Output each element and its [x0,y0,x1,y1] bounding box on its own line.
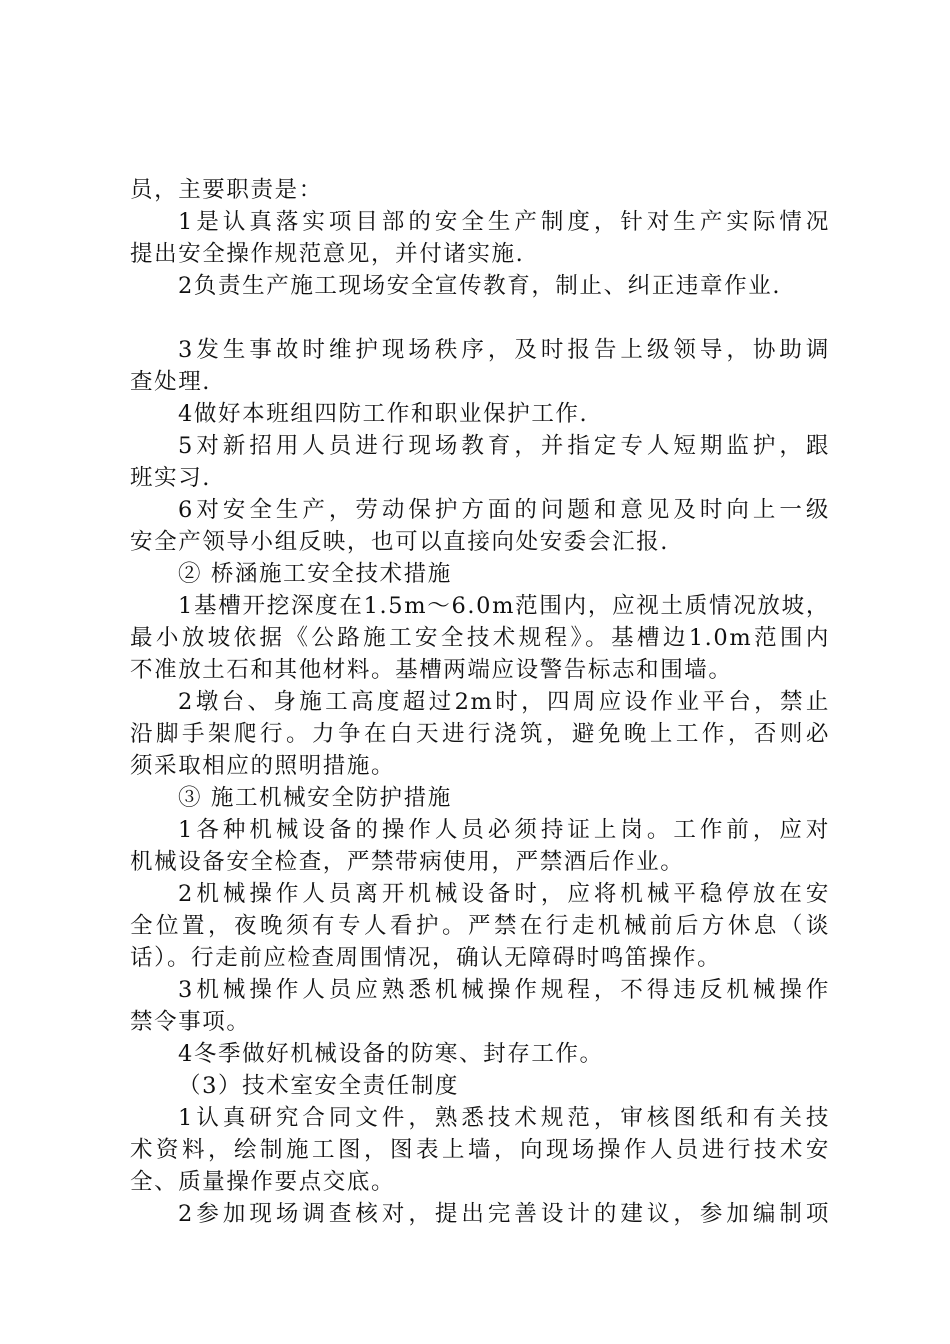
text-line: 1是认真落实项目部的安全生产制度，针对生产实际情况 [178,209,830,235]
text-line: 员，主要职责是： [130,177,323,203]
text-line: 查处理. [130,369,212,395]
text-line: 机械设备安全检查，严禁带病使用，严禁酒后作业。 [130,849,685,875]
text-line: 最小放坡依据《公路施工安全技术规程》。基槽边1.0m范围内 [130,625,830,651]
text-line: 5对新招用人员进行现场教育，并指定专人短期监护，跟 [178,433,830,459]
text-line: 不准放土石和其他材料。基槽两端应设警告标志和围墙。 [130,657,733,683]
text-line: 班实习. [130,465,212,491]
text-line: 4冬季做好机械设备的防寒、封存工作。 [178,1041,604,1067]
text-line: 1各种机械设备的操作人员必须持证上岗。工作前，应对 [178,817,830,843]
text-line: ③ 施工机械安全防护措施 [178,785,452,811]
text-line: 3机械操作人员应熟悉机械操作规程，不得违反机械操作 [178,977,830,1003]
text-line: 4做好本班组四防工作和职业保护工作. [178,401,589,427]
text-line: 全位置，夜晚须有专人看护。严禁在行走机械前后方休息（谈 [130,913,830,939]
text-line: ② 桥涵施工安全技术措施 [178,561,452,587]
text-line: 须采取相应的照明措施。 [130,753,396,779]
text-line: 6对安全生产，劳动保护方面的问题和意见及时向上一级 [178,497,830,523]
text-line: 禁令事项。 [130,1009,251,1035]
text-line: 1基槽开挖深度在1.5m～6.0m范围内，应视土质情况放坡， [178,593,830,619]
text-line: 沿脚手架爬行。力争在白天进行浇筑，避免晚上工作，否则必 [130,721,830,747]
text-line: （3）技术室安全责任制度 [178,1073,460,1099]
text-line: 2参加现场调查核对，提出完善设计的建议，参加编制项 [178,1201,830,1227]
text-line: 2机械操作人员离开机械设备时，应将机械平稳停放在安 [178,881,830,907]
text-line: 提出安全操作规范意见，并付诸实施. [130,241,525,267]
text-line: 全、质量操作要点交底。 [130,1169,396,1195]
text-line: 术资料，绘制施工图，图表上墙，向现场操作人员进行技术安 [130,1137,830,1163]
text-line: 2负责生产施工现场安全宣传教育，制止、纠正违章作业. [178,273,782,299]
text-line: 2墩台、身施工高度超过2m时，四周应设作业平台，禁止 [178,689,830,715]
document-page [130,174,830,1230]
text-line: 话）。行走前应检查周围情况，确认无障碍时鸣笛操作。 [130,945,722,971]
text-line: 安全产领导小组反映，也可以直接向处安委会汇报. [130,529,669,555]
blank-line [130,302,830,334]
text-line: 1认真研究合同文件，熟悉技术规范，审核图纸和有关技 [178,1105,830,1131]
text-line: 3发生事故时维护现场秩序，及时报告上级领导，协助调 [178,337,830,363]
